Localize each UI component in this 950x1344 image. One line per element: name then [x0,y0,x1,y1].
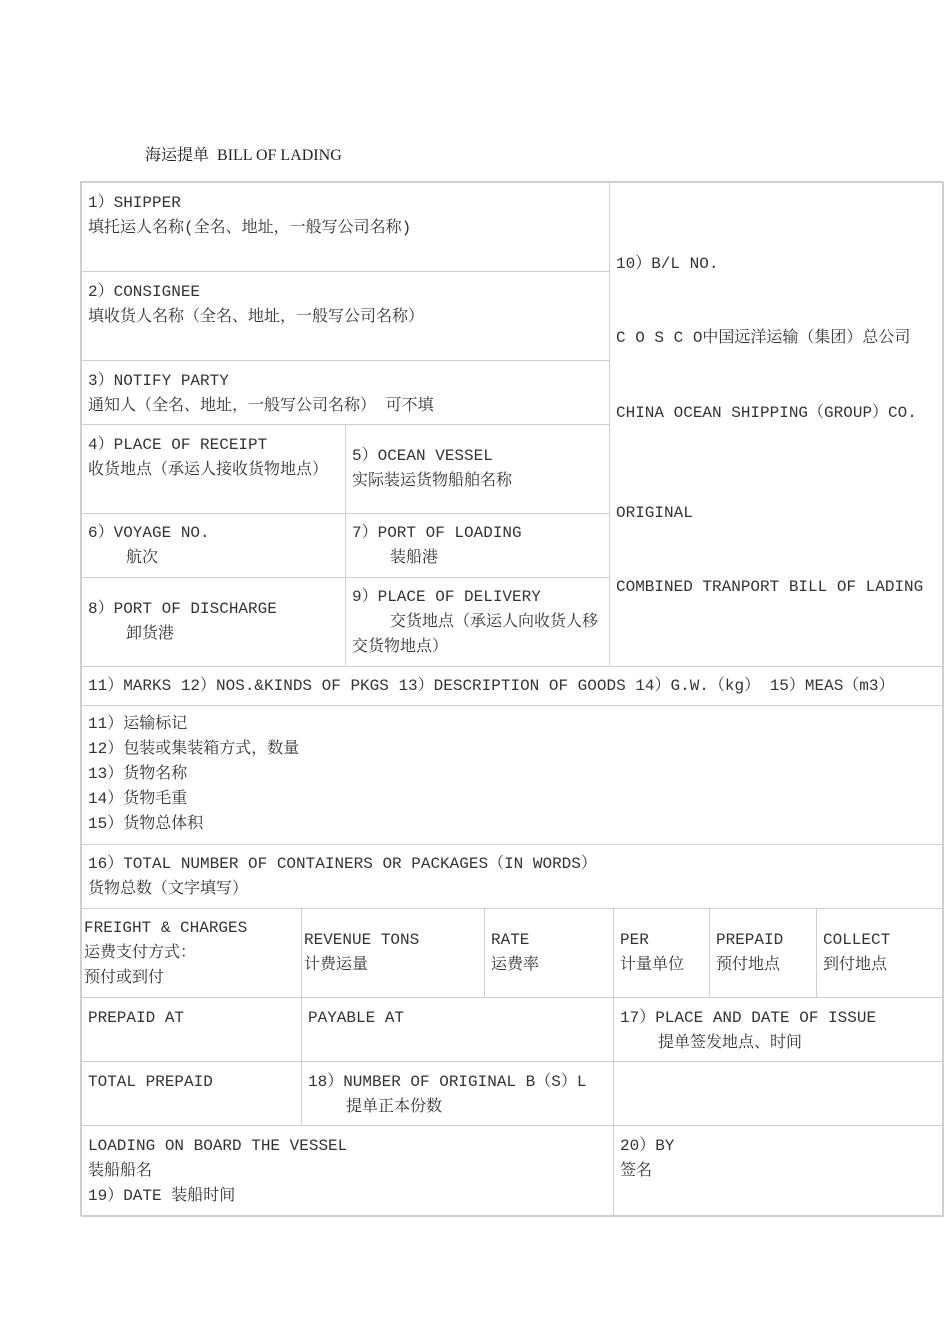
voyage-desc: 航次 [126,548,159,567]
freight-charges-line2: 运费支付方式： [84,943,197,962]
originals-desc: 提单正本份数 [346,1098,443,1116]
shipper-label: 1）SHIPPER [88,194,181,212]
combined-transport-label: COMBINED TRANPORT BILL OF LADING [616,578,924,596]
voyage-no-field[interactable] [81,513,346,578]
vessel-label: 5）OCEAN VESSEL [352,447,493,465]
original-bl-count-cell[interactable] [301,1061,614,1126]
by-desc: 签名 [620,1162,653,1180]
total-packages-field[interactable] [81,844,944,909]
goods-line: 13）货物名称 [88,765,188,783]
loading-board-label: LOADING ON BOARD THE VESSEL [88,1137,348,1155]
collect-desc: 到付地点 [823,956,888,974]
total-desc: 货物总数（文字填写） [88,880,249,898]
collect-label: COLLECT [823,931,891,949]
prepaid-at-cell[interactable] [81,997,302,1062]
issue-label: 17）PLACE AND DATE OF ISSUE [620,1009,877,1027]
per-label: PER [620,931,649,949]
total-label: 16）TOTAL NUMBER OF CONTAINERS OR PACKAGES（IN WORDS） [88,855,597,873]
discharge-desc: 卸货港 [126,625,175,643]
loading-board-line2: 装船船名 [88,1162,153,1180]
original-label: ORIGINAL [616,504,693,522]
goods-line: 11）运输标记 [88,715,188,733]
freight-charges-cell[interactable] [81,908,302,998]
shipper-field[interactable] [81,182,610,272]
prepaid-label: PREPAID [716,931,784,949]
notify-desc: 通知人（全名、地址，一般写公司名称） 可不填 [88,397,434,415]
rate-desc: 运费率 [491,956,540,974]
china-ocean-name: CHINA OCEAN SHIPPING（GROUP）CO. [616,404,917,422]
bl-number-panel[interactable] [609,182,944,667]
goods-description-field[interactable] [81,705,944,845]
payable-at-label: PAYABLE AT [308,1009,405,1027]
document-title [145,142,342,165]
prepaid-cell[interactable] [709,908,817,998]
port-of-discharge-field[interactable] [81,577,346,667]
prepaid-desc: 预付地点 [716,956,781,974]
revenue-desc: 计费运量 [304,956,369,974]
originals-label: 18）NUMBER OF ORIGINAL B（S）L [308,1073,587,1091]
notify-party-field[interactable] [81,360,610,425]
consignee-desc: 填收货人名称（全名、地址，一般写公司名称） [88,308,425,326]
per-desc: 计量单位 [620,956,685,974]
collect-cell[interactable] [816,908,944,998]
place-date-issue-cell[interactable] [613,997,944,1062]
cosco-name: C O S C O中国远洋运输（集团）总公司 [616,329,911,347]
total-prepaid-cell[interactable] [81,1061,302,1126]
receipt-desc: 收货地点（承运人接收货物地点） [88,461,329,479]
freight-charges-label: FREIGHT & CHARGES [84,918,248,937]
revenue-tons-cell[interactable] [301,908,485,998]
loading-on-board-cell[interactable] [81,1125,614,1217]
voyage-label: 6）VOYAGE NO. [88,523,210,542]
revenue-label: REVENUE TONS [304,931,420,949]
goods-line: 14）货物毛重 [88,790,188,808]
discharge-label: 8）PORT OF DISCHARGE [88,600,277,618]
delivery-label: 9）PLACE OF DELIVERY [352,587,541,606]
blank-cell[interactable] [613,1061,944,1126]
shipper-desc: 填托运人名称(全名、地址，一般写公司名称) [88,219,412,237]
loading-desc: 装船港 [390,548,439,567]
rate-label: RATE [491,931,530,949]
ocean-vessel-field[interactable] [345,424,610,514]
loading-label: 7）PORT OF LOADING [352,523,522,542]
bill-of-lading-form [80,181,943,1216]
goods-header [81,666,944,706]
total-prepaid-label: TOTAL PREPAID [88,1073,213,1091]
vessel-desc: 实际装运货物船舶名称 [352,472,513,490]
receipt-label: 4）PLACE OF RECEIPT [88,436,268,454]
consignee-field[interactable] [81,271,610,361]
place-of-receipt-field[interactable] [81,424,346,514]
loading-board-line3: 19）DATE 装船时间 [88,1187,236,1205]
goods-line: 12）包装或集装箱方式，数量 [88,740,300,758]
goods-line: 15）货物总体积 [88,815,204,833]
notify-label: 3）NOTIFY PARTY [88,372,229,390]
consignee-label: 2）CONSIGNEE [88,283,201,301]
bl-no-label: 10）B/L NO. [616,255,719,273]
port-of-loading-field[interactable] [345,513,610,578]
prepaid-at-label: PREPAID AT [88,1009,185,1027]
goods-header-text: 11）MARKS 12）NOS.&KINDS OF PKGS 13）DESCRIPTION OF GOODS 14）G.W.（kg） 15）MEAS（m3） [88,676,895,695]
signature-cell[interactable] [613,1125,944,1217]
freight-charges-line3: 预付或到付 [84,968,165,987]
place-of-delivery-field[interactable] [345,577,610,667]
payable-at-cell[interactable] [301,997,614,1062]
issue-desc: 提单签发地点、时间 [658,1034,803,1052]
delivery-desc: 交货地点（承运人向收货人移交货物地点） [352,612,599,656]
title-en: BILL OF LADING [217,147,342,164]
by-label: 20）BY [620,1137,675,1155]
title-cn: 海运提单 [145,147,210,164]
per-cell[interactable] [613,908,710,998]
rate-cell[interactable] [484,908,614,998]
